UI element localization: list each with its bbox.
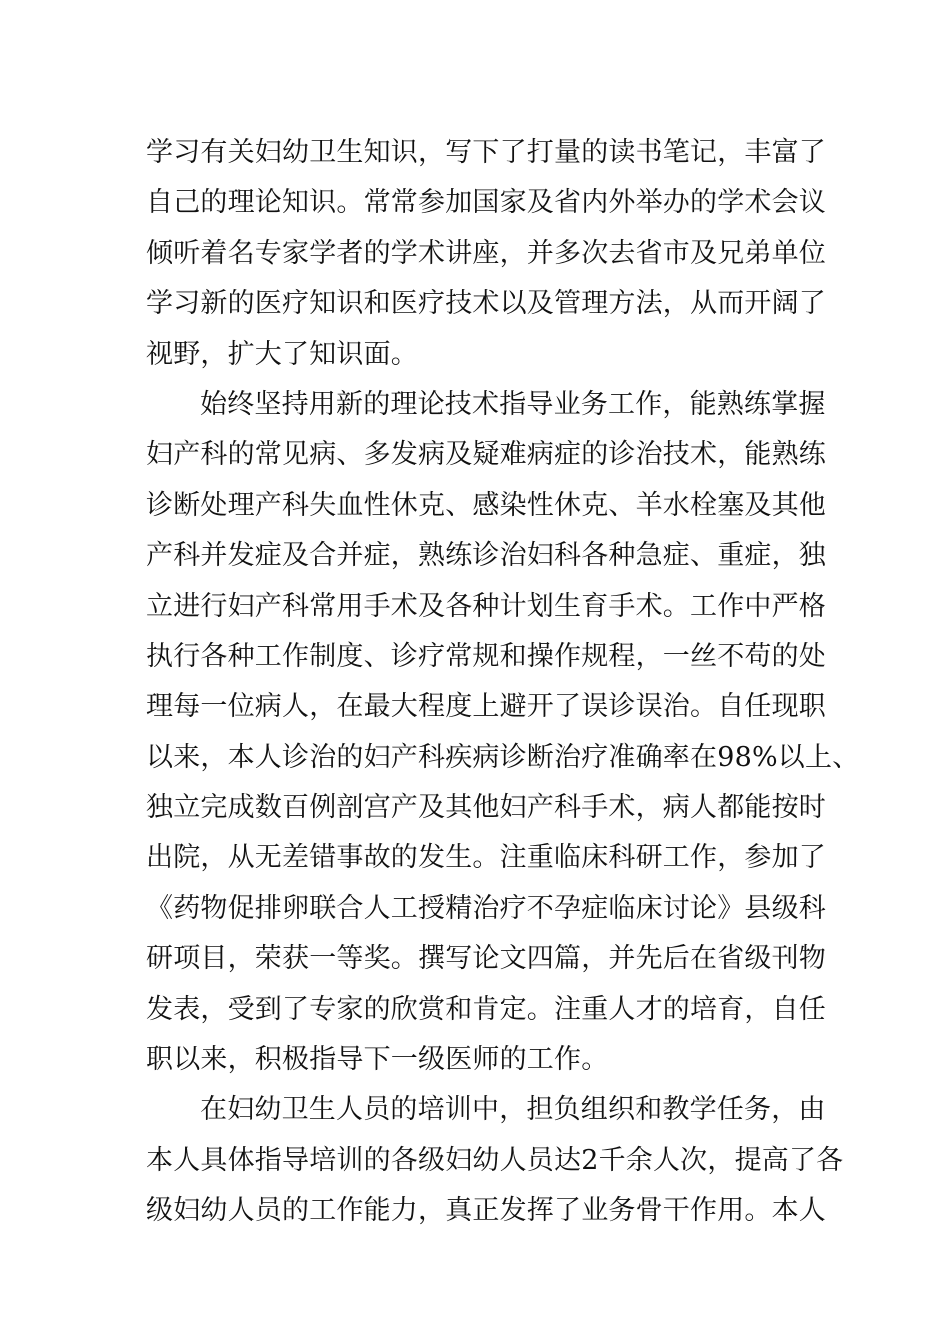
text-line: 自己的理论知识。常常参加国家及省内外举办的学术会议 bbox=[146, 187, 826, 219]
body-text bbox=[146, 128, 860, 1237]
text-line: 立进行妇产科常用手术及各种计划生育手术。工作中严格 bbox=[146, 590, 826, 622]
text-line: 诊断处理产科失血性休克、感染性休克、羊水栓塞及其他 bbox=[146, 489, 826, 521]
text-line: 理每一位病人，在最大程度上避开了误诊误治。自任现职 bbox=[146, 691, 826, 723]
text-line: 妇产科的常见病、多发病及疑难病症的诊治技术，能熟练 bbox=[146, 439, 826, 471]
text-line: 《药物促排卵联合人工授精治疗不孕症临床讨论》县级科 bbox=[146, 892, 826, 924]
text-line: 独立完成数百例剖宫产及其他妇产科手术，病人都能按时 bbox=[146, 792, 826, 824]
text-line: 级妇幼人员的工作能力，真正发挥了业务骨干作用。本人 bbox=[146, 1195, 826, 1227]
text-line: 发表，受到了专家的欣赏和肯定。注重人才的培育，自任 bbox=[146, 993, 826, 1025]
text-line: 产科并发症及合并症，熟练诊治妇科各种急症、重症，独 bbox=[146, 540, 826, 572]
text-line: 学习有关妇幼卫生知识，写下了打量的读书笔记，丰富了 bbox=[146, 137, 826, 168]
text-line: 研项目，荣获一等奖。撰写论文四篇，并先后在省级刊物 bbox=[146, 943, 826, 975]
paragraph-first-line: 始终坚持用新的理论技术指导业务工作，能熟练掌握 bbox=[200, 388, 826, 420]
text-line: 倾听着名专家学者的学术讲座，并多次去省市及兄弟单位 bbox=[146, 237, 826, 269]
text-line: 执行各种工作制度、诊疗常规和操作规程，一丝不苟的处 bbox=[146, 640, 826, 672]
text-line: 视野，扩大了知识面。 bbox=[146, 338, 418, 370]
text-line: 出院，从无差错事故的发生。注重临床科研工作，参加了 bbox=[146, 842, 826, 874]
text-line: 本人具体指导培训的各级妇幼人员达2千余人次，提高了各 bbox=[146, 1144, 844, 1176]
paragraph-first-line: 在妇幼卫生人员的培训中，担负组织和教学任务，由 bbox=[200, 1094, 826, 1126]
text-line: 职以来，积极指导下一级医师的工作。 bbox=[146, 1044, 609, 1076]
text-line: 以来，本人诊治的妇产科疾病诊断治疗准确率在98%以上、 bbox=[146, 741, 860, 773]
text-line: 学习新的医疗知识和医疗技术以及管理方法，从而开阔了 bbox=[146, 288, 826, 320]
